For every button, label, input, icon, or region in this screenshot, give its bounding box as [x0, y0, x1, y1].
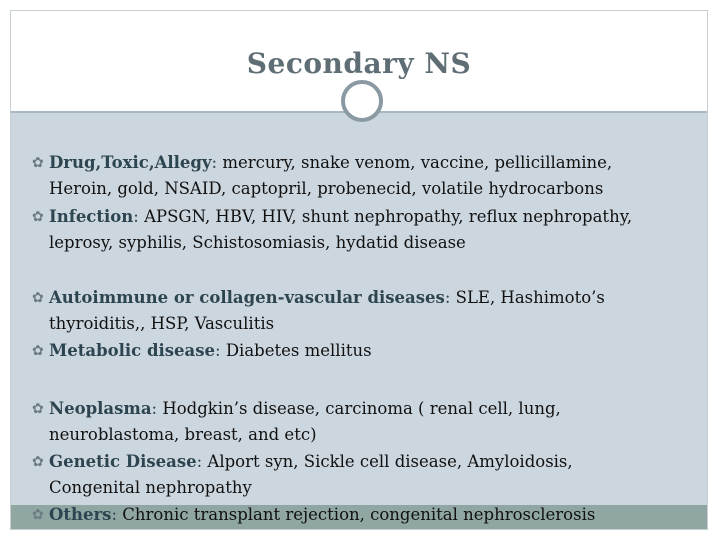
list-item: Metabolic disease: Diabetes mellitus: [49, 341, 372, 360]
item-continuation: neuroblastoma, breast, and etc): [49, 425, 317, 444]
list-item: Genetic Disease: Alport syn, Sickle cell disease, Amyloidosis, Congenital nephropathy: [49, 452, 573, 497]
list-item: Infection: APSGN, HBV, HIV, shunt nephropathy, reflux nephropathy, leprosy, syphilis, Schistosomiasis, hydatid disease: [49, 207, 633, 252]
bullet-icon: ✿: [32, 454, 44, 470]
item-continuation: Congenital nephropathy: [49, 478, 252, 497]
item-text: SLE, Hashimoto’s: [455, 288, 605, 307]
item-text: mercury, snake venom, vaccine, pellicillamine,: [222, 153, 613, 172]
item-label: Others: [49, 505, 112, 524]
item-text: APSGN, HBV, HIV, shunt nephropathy, reflux nephropathy,: [144, 207, 633, 226]
list-item: Autoimmune or collagen-vascular diseases: SLE, Hashimoto’s thyroiditis,, HSP, Vasculitis: [49, 288, 605, 333]
item-label: Genetic Disease: [49, 452, 197, 471]
list-item: Drug,Toxic,Allegy: mercury, snake venom, vaccine, pellicillamine, Heroin, gold, NSAID, captopril, probenecid, volatile hydrocarbons: [49, 153, 613, 198]
item-label: Infection: [49, 207, 134, 226]
item-continuation: leprosy, syphilis, Schistosomiasis, hydatid disease: [49, 233, 466, 252]
ring-ornament-icon: [341, 80, 383, 122]
bullet-icon: ✿: [32, 290, 44, 306]
slide-title: Secondary NS: [246, 47, 472, 80]
bullet-icon: ✿: [32, 155, 44, 171]
item-continuation: Heroin, gold, NSAID, captopril, probenecid, volatile hydrocarbons: [49, 179, 604, 198]
item-text: Diabetes mellitus: [225, 341, 372, 360]
list-item: Neoplasma: Hodgkin’s disease, carcinoma ( renal cell, lung, neuroblastoma, breast, and etc): [49, 399, 561, 444]
item-label: Drug,Toxic,Allegy: [49, 153, 212, 172]
bullet-icon: ✿: [32, 507, 44, 523]
list-item: Others: Chronic transplant rejection, congenital nephrosclerosis: [49, 505, 596, 524]
item-text: Chronic transplant rejection, congenital nephrosclerosis: [122, 505, 596, 524]
item-label: Metabolic disease: [49, 341, 216, 360]
item-text: Hodgkin’s disease, carcinoma ( renal cell, lung,: [162, 399, 561, 418]
item-continuation: thyroiditis,, HSP, Vasculitis: [49, 314, 275, 333]
item-text: Alport syn, Sickle cell disease, Amyloidosis,: [207, 452, 573, 471]
item-label: Neoplasma: [49, 399, 152, 418]
item-label: Autoimmune or collagen-vascular diseases: [49, 288, 445, 307]
bullet-icon: ✿: [32, 343, 44, 359]
bullet-icon: ✿: [32, 209, 44, 225]
bullet-icon: ✿: [32, 401, 44, 417]
